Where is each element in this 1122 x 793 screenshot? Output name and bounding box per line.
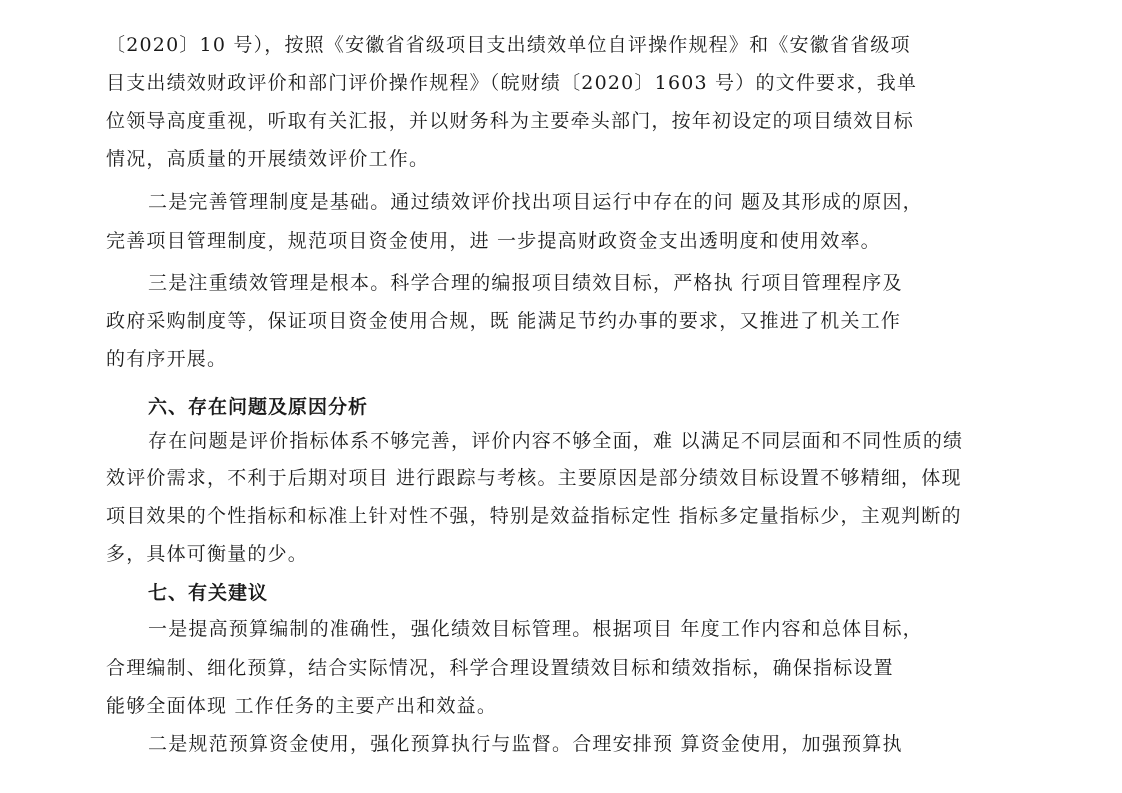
text-line: 目支出绩效财政评价和部门评价操作规程》（皖财绩〔2020〕1603 号）的文件要求，我单 xyxy=(106,72,918,94)
text-line: 项目效果的个性指标和标准上针对性不强，特别是效益指标定性 指标多定量指标少，主观判断的 xyxy=(106,505,962,527)
text-line: 效评价需求，不利于后期对项目 进行跟踪与考核。主要原因是部分绩效目标设置不够精细，体现 xyxy=(106,467,962,489)
text-line: 多，具体可衡量的少。 xyxy=(106,543,309,565)
text-line: 政府采购制度等，保证项目资金使用合规，既 能满足节约办事的要求，又推进了机关工作 xyxy=(106,310,902,332)
text-line: 一是提高预算编制的准确性，强化绩效目标管理。根据项目 年度工作内容和总体目标， xyxy=(148,618,923,640)
section-heading: 七、有关建议 xyxy=(148,582,269,604)
text-line: 的有序开展。 xyxy=(106,348,228,370)
text-line: 二是完善管理制度是基础。通过绩效评价找出项目运行中存在的问 题及其形成的原因， xyxy=(148,191,923,213)
section-heading: 六、存在问题及原因分析 xyxy=(148,396,369,418)
text-line: 二是规范预算资金使用，强化预算执行与监督。合理安排预 算资金使用，加强预算执 xyxy=(148,733,903,755)
text-line: 合理编制、细化预算，结合实际情况，科学合理设置绩效目标和绩效指标，确保指标设置 xyxy=(106,657,894,679)
text-line: 存在问题是评价指标体系不够完善，评价内容不够全面，难 以满足不同层面和不同性质的绩 xyxy=(148,430,964,452)
text-line: 完善项目管理制度，规范项目资金使用，进 一步提高财政资金支出透明度和使用效率。 xyxy=(106,230,881,252)
text-line: 情况，高质量的开展绩效评价工作。 xyxy=(106,148,430,170)
text-line: 能够全面体现 工作任务的主要产出和效益。 xyxy=(106,695,498,717)
text-line: 〔2020〕10 号），按照《安徽省省级项目支出绩效单位自评操作规程》和《安徽省省级项 xyxy=(106,34,911,56)
text-line: 三是注重绩效管理是根本。科学合理的编报项目绩效目标，严格执 行项目管理程序及 xyxy=(148,272,903,294)
text-line: 位领导高度重视，听取有关汇报，并以财务科为主要牵头部门，按年初设定的项目绩效目标 xyxy=(106,110,915,132)
